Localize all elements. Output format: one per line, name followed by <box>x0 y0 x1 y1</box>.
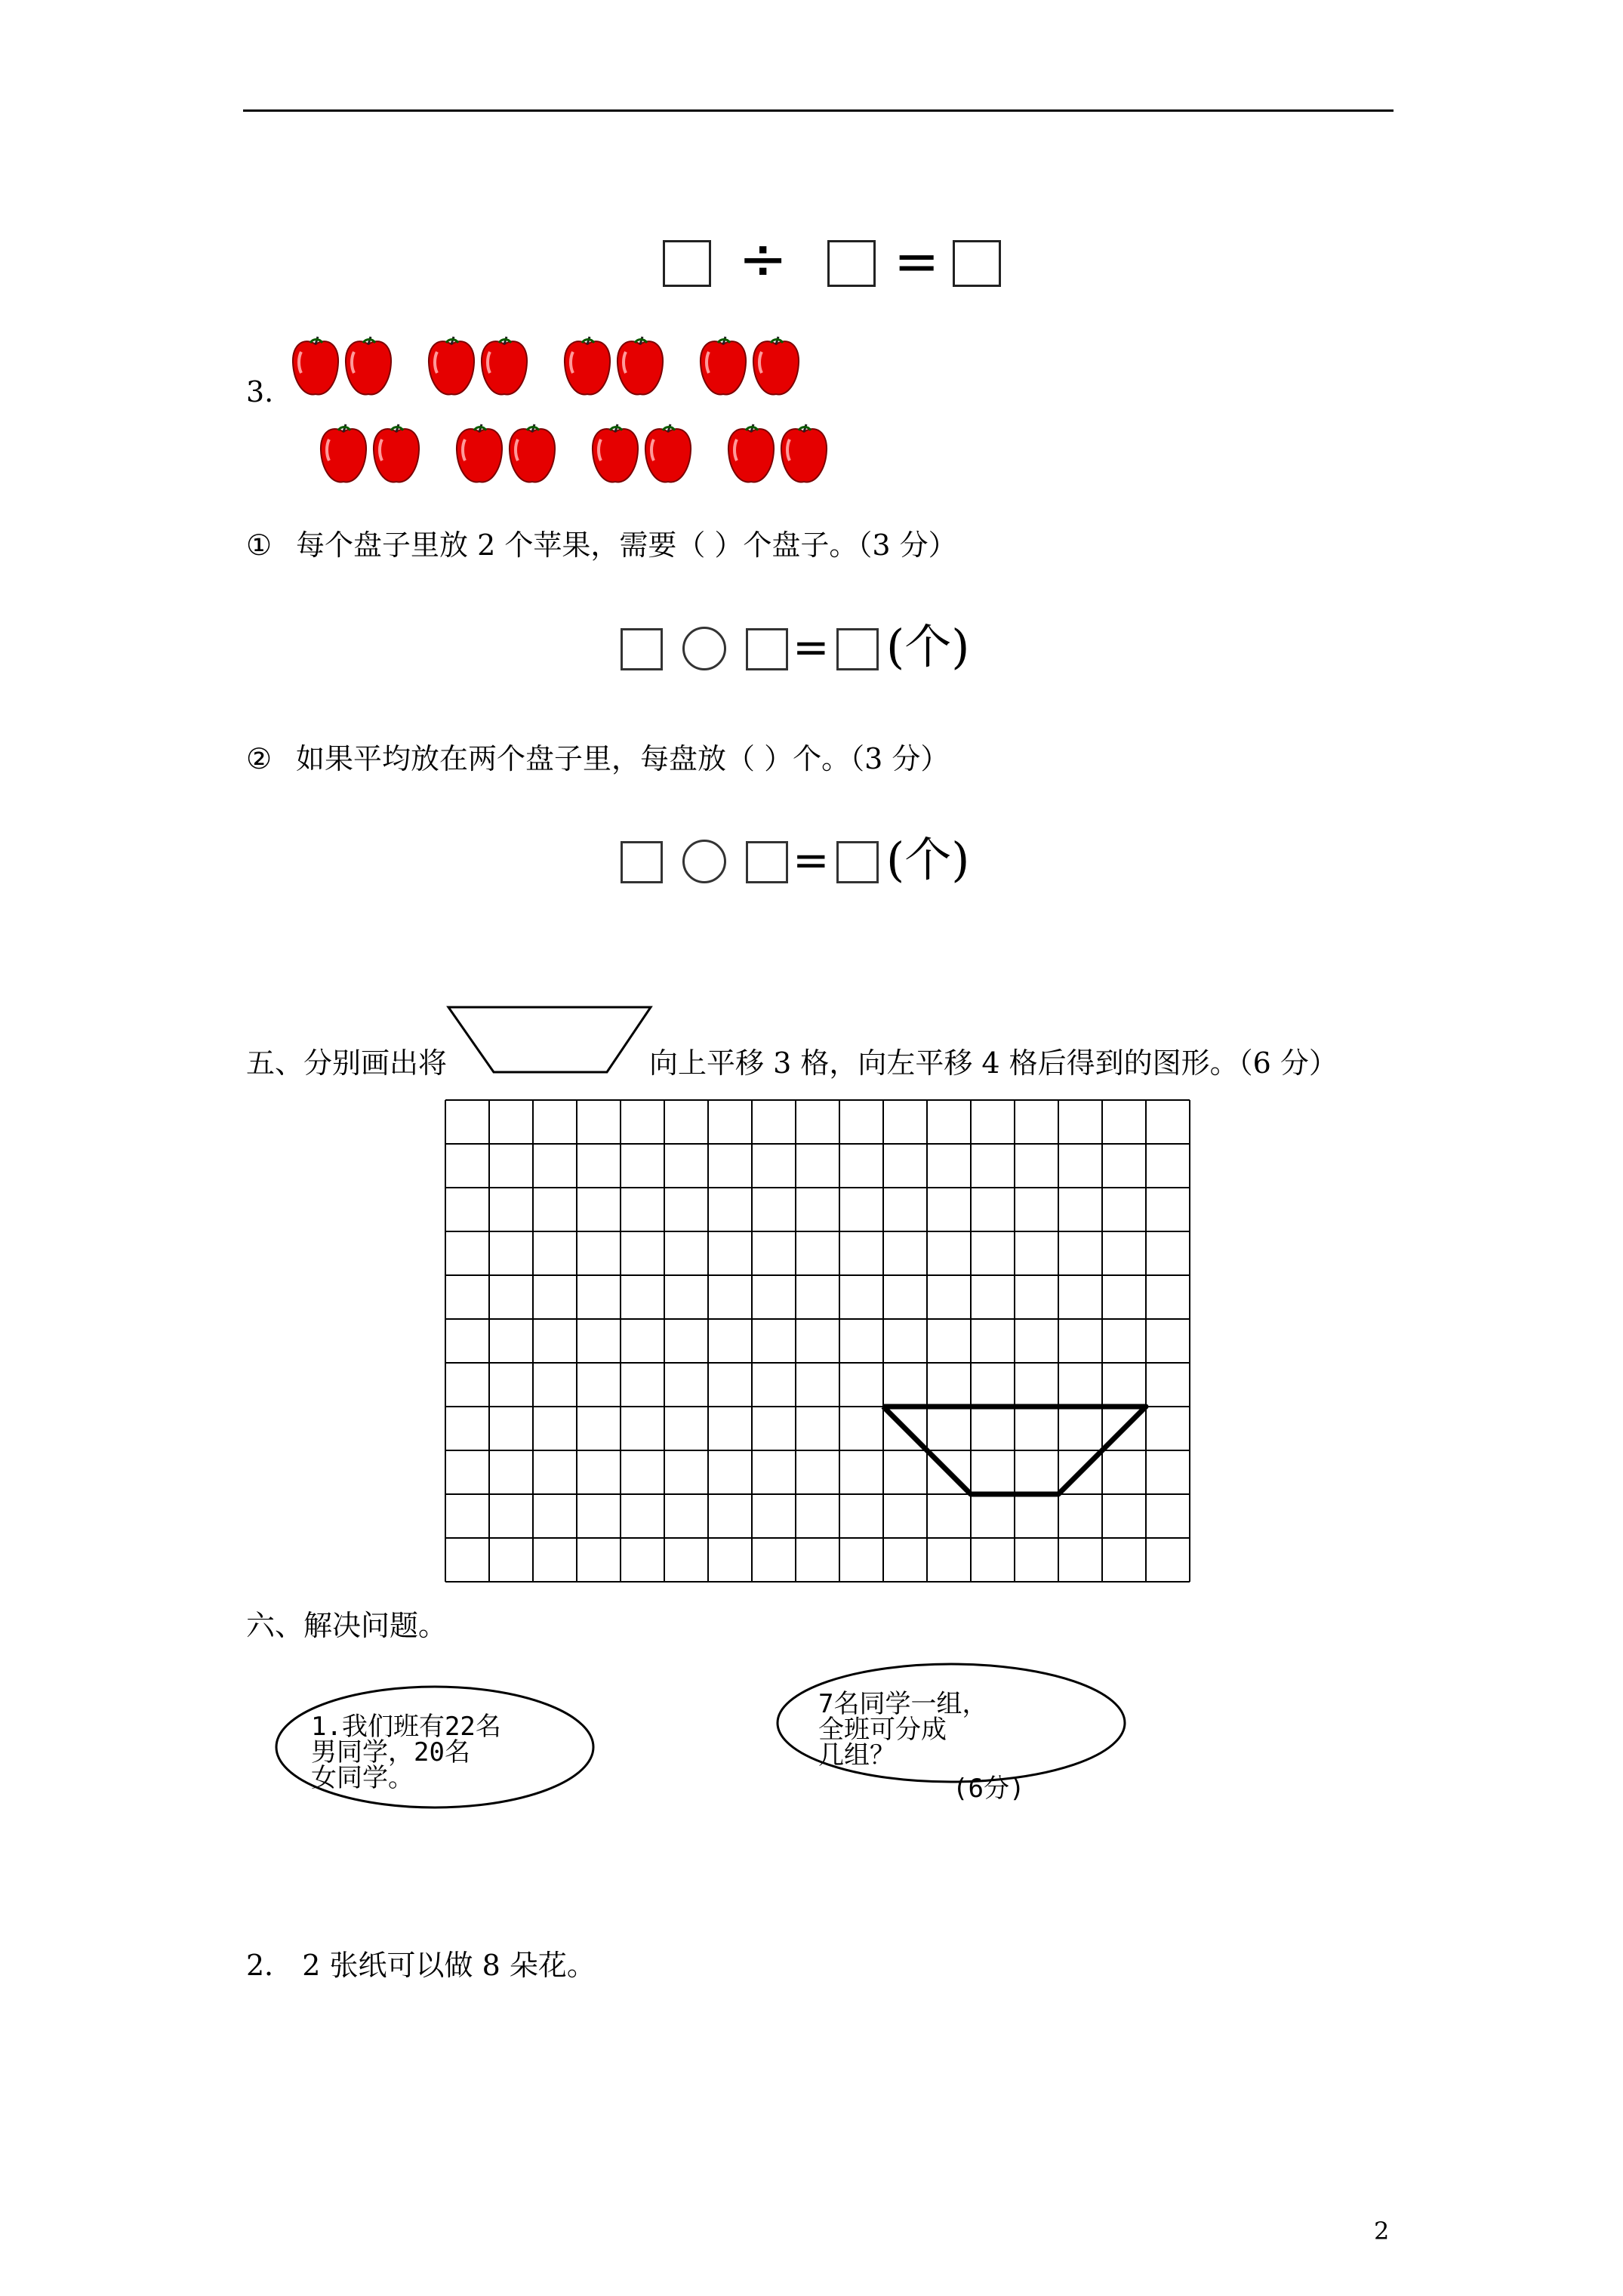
bubble-text: 7名同学一组， 全班可分成 几组？ <box>818 1689 988 1771</box>
equals-sign: = <box>793 834 830 886</box>
answer-box <box>663 240 711 287</box>
answer-box <box>746 628 788 670</box>
apple-pair <box>565 337 663 395</box>
problem-text: 2． 2 张纸可以做 8 朵花。 <box>246 1949 596 1982</box>
apple-pair <box>728 424 827 482</box>
trapezoid-shape <box>445 1004 655 1080</box>
apple-pair <box>457 424 555 482</box>
division-equation <box>657 226 1012 294</box>
score-label: (6分) <box>953 1774 1025 1804</box>
operator-circle <box>682 627 726 670</box>
question-number: 3. <box>246 375 274 408</box>
apple-pair <box>593 424 691 482</box>
equation-template <box>617 621 1025 681</box>
apple-pair <box>429 337 527 395</box>
sub-question-text: 每个盘子里放 2 个苹果，需要（ ）个盘子。（3 分） <box>296 529 957 562</box>
unit-label: (个) <box>886 832 970 887</box>
sub-question-marker: ① <box>246 529 273 562</box>
page-number: 2 <box>1374 2217 1390 2245</box>
answer-box <box>836 628 879 670</box>
trapezoid-icon <box>445 1004 655 1077</box>
answer-box <box>746 841 788 883</box>
apple-pairs <box>291 332 819 400</box>
equals-sign: = <box>894 230 940 293</box>
apple-row-2 <box>319 420 847 491</box>
answer-box <box>621 628 663 670</box>
grid-svg <box>444 1099 1191 1601</box>
section-heading: 六、解决问题。 <box>246 1609 448 1642</box>
equals-sign: = <box>793 621 830 673</box>
unit-label: (个) <box>886 619 970 674</box>
answer-box <box>836 841 879 883</box>
apple-pair <box>293 337 391 395</box>
answer-box <box>827 240 876 287</box>
apple-pairs <box>319 420 847 488</box>
section-text: 向上平移 3 格，向左平移 4 格后得到的图形。（6 分） <box>649 1046 1338 1080</box>
apple-pair <box>701 337 799 395</box>
equation-template <box>617 834 1025 894</box>
apple-pair <box>321 424 419 482</box>
answer-box <box>621 841 663 883</box>
answer-box <box>953 240 1001 287</box>
section-heading: 五、分别画出将 <box>246 1046 448 1080</box>
square-grid <box>444 1099 1191 1604</box>
sub-question-text: 如果平均放在两个盘子里，每盘放（ ）个。（3 分） <box>296 742 950 775</box>
header-rule <box>243 109 1394 112</box>
bubble-text: 1.我们班有22名 男同学，20名 女同学。 <box>311 1712 501 1793</box>
apple-row-1 <box>291 332 819 403</box>
sub-question-marker: ② <box>246 742 273 775</box>
divide-sign: ÷ <box>738 226 788 294</box>
operator-circle <box>682 840 726 883</box>
